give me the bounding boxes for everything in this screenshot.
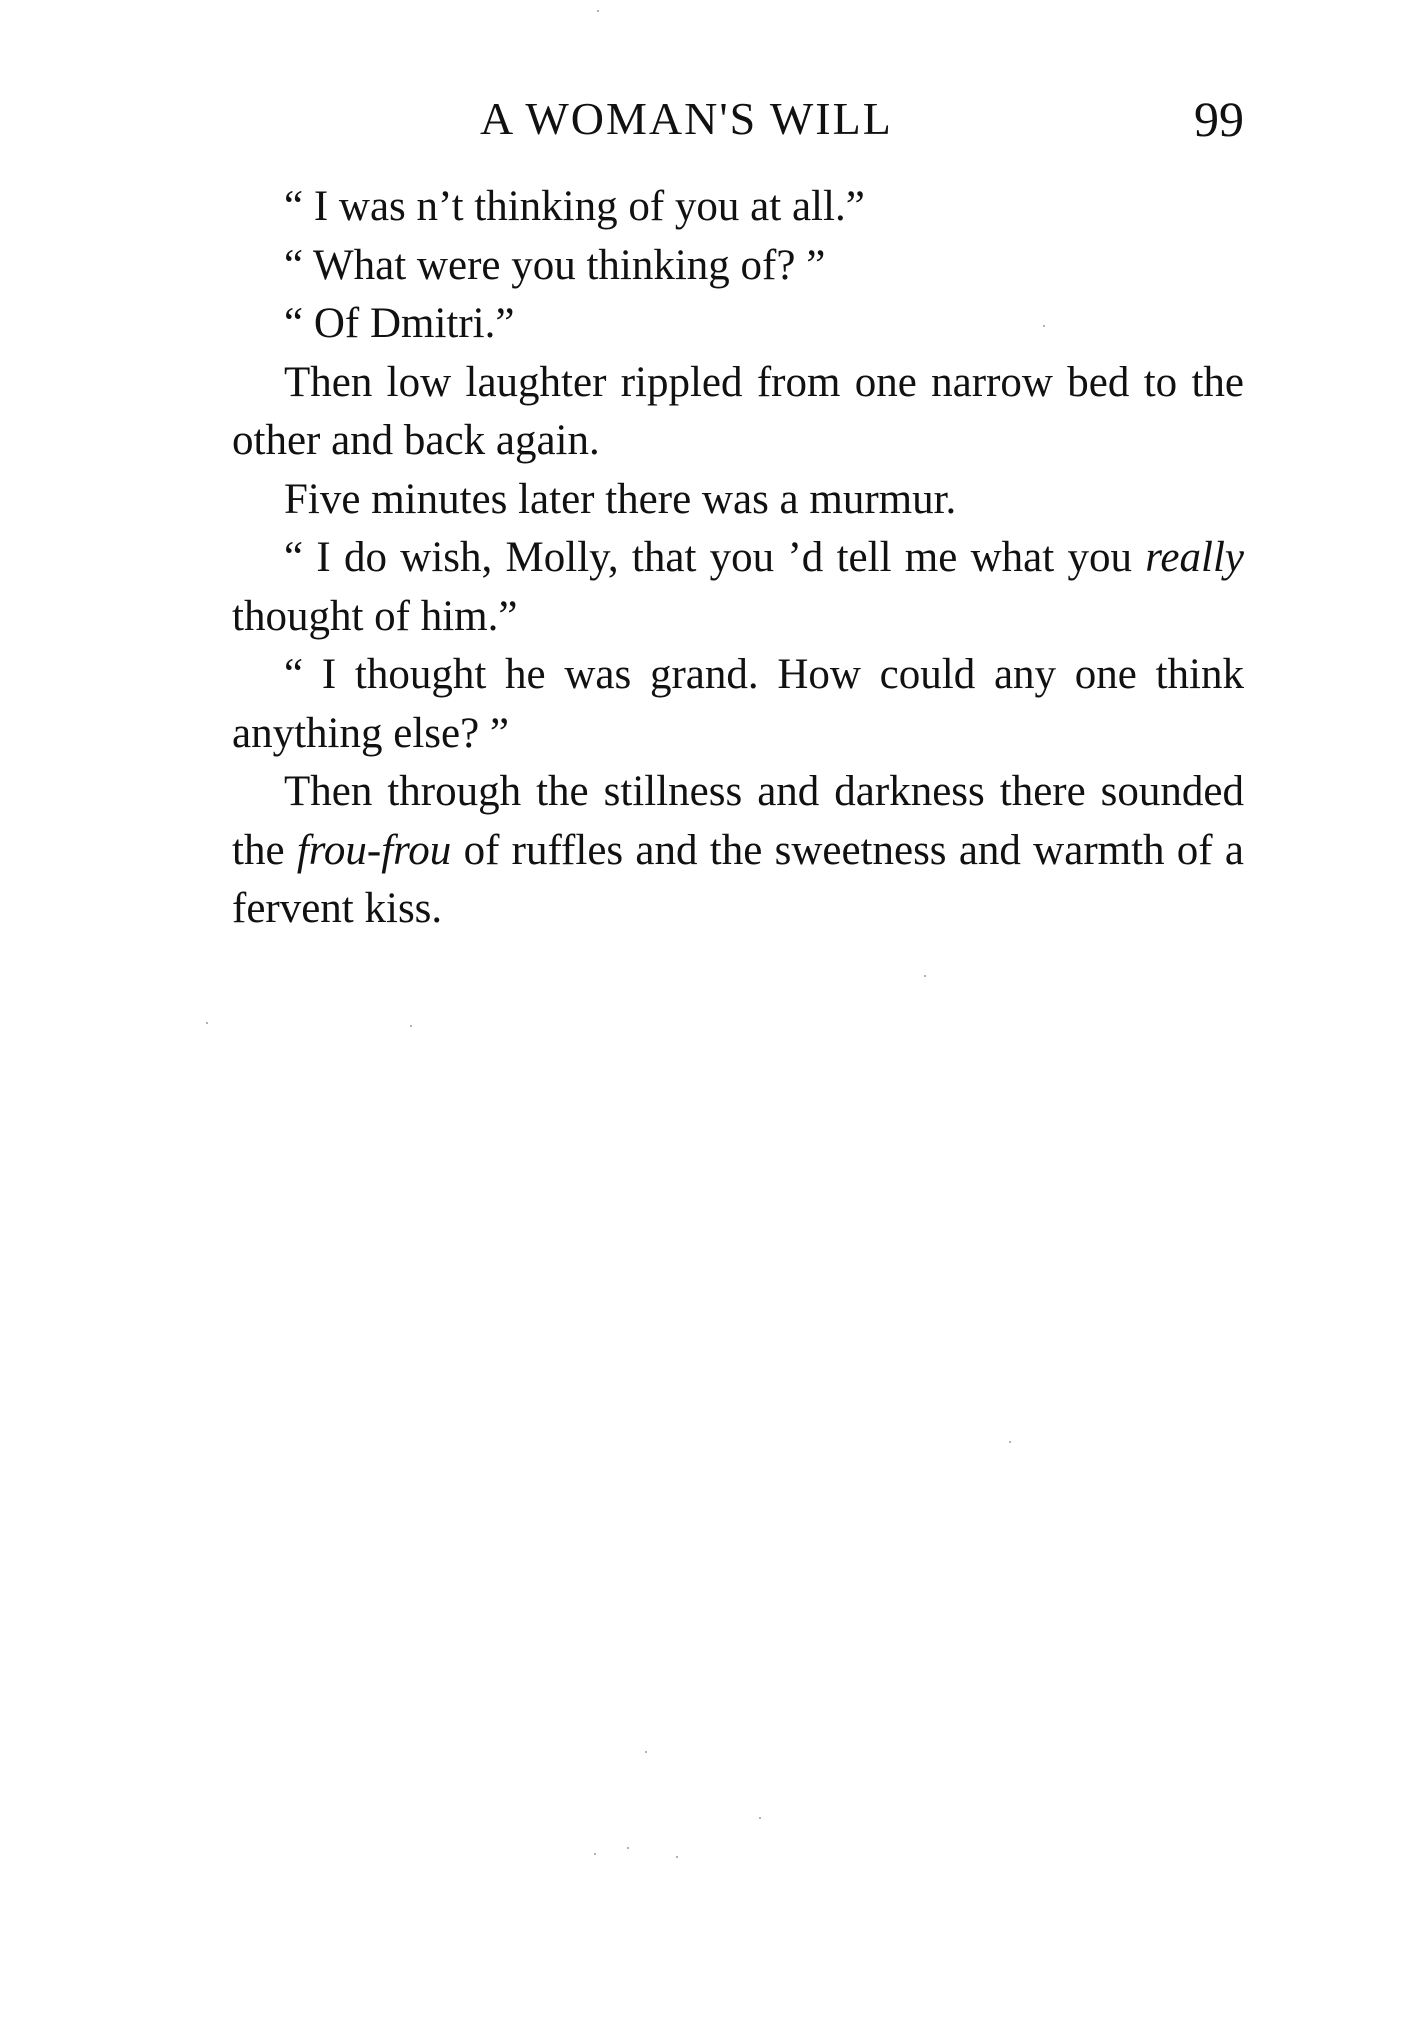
paragraph-6-text-after: thought of him.” <box>232 592 518 640</box>
paragraph-8-text-before: Then through the stillness and darkness there sounded the <box>232 768 1244 874</box>
paragraph-6-text-before: “ I do wish, Molly, that you ’d tell me what you <box>284 534 1146 581</box>
paragraph-7: “ I thought he was grand. How could any one think anything else? ” <box>232 651 1244 757</box>
speck <box>676 1856 678 1858</box>
body-text <box>232 178 1244 939</box>
speck <box>206 1022 208 1024</box>
page-number: 99 <box>1194 91 1244 147</box>
paragraph-6 <box>232 529 1244 646</box>
speck <box>924 975 926 977</box>
paragraph-8-text-after: of ruffles and the sweetness and warmth of a fervent kiss. <box>232 826 1244 932</box>
speck <box>645 1751 647 1753</box>
speck <box>1043 325 1045 327</box>
running-title: A WOMAN'S WILL <box>480 93 893 144</box>
running-head <box>232 92 1244 152</box>
paragraph-3: “ Of Dmitri.” <box>284 300 515 347</box>
paragraph-8 <box>232 763 1244 939</box>
speck <box>597 10 599 12</box>
speck <box>410 1025 412 1027</box>
speck <box>627 1847 629 1849</box>
speck <box>1009 1441 1011 1443</box>
speck <box>594 1853 596 1855</box>
paragraph-8-italic: frou-frou <box>296 826 452 874</box>
paragraph-5: Five minutes later there was a murmur. <box>284 475 957 523</box>
paragraph-2: “ What were you thinking of? ” <box>284 241 826 289</box>
paragraph-4: Then low laughter rippled from one narrow bed to the other and back again. <box>232 358 1244 464</box>
paragraph-6-italic: really <box>1145 534 1244 581</box>
speck <box>759 1817 761 1819</box>
paragraph-1: “ I was n’t thinking of you at all.” <box>284 183 865 230</box>
